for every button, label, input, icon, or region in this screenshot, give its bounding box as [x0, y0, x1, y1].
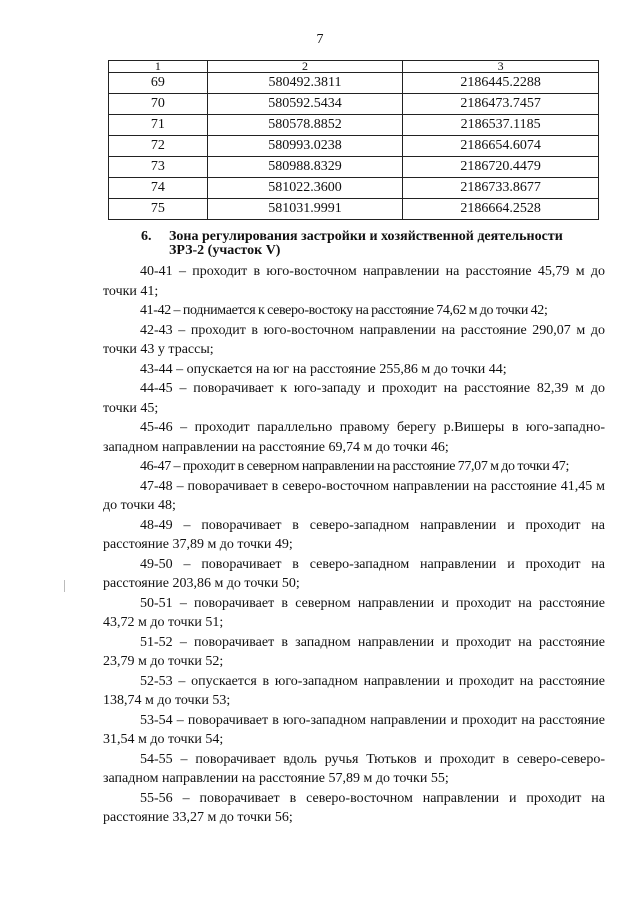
section-subtitle: ЗРЗ-2 (участок V) — [169, 243, 281, 258]
table-row — [109, 178, 599, 199]
boundary-paragraph: 41-42 – поднимается к северо-востоку на расстояние 74,62 м до точки 42; — [140, 303, 548, 318]
boundary-description — [103, 262, 605, 828]
boundary-paragraph: 54-55 – поворачивает вдоль ручья Тютьков и проходит в северо-северо-западном направлении на расстояние 57,89 м до точки 55; — [103, 751, 605, 786]
boundary-paragraph: 47-48 – поворачивает в северо-восточном направлении на расстояние 41,45 м до точки 48; — [103, 478, 605, 513]
x-coordinate-cell: 580492.3811 — [207, 73, 403, 94]
x-coordinate-cell: 580993.0238 — [207, 136, 403, 157]
boundary-paragraph: 55-56 – поворачивает в северо-восточном направлении и проходит на расстояние 33,27 м до точки 56; — [103, 790, 605, 825]
boundary-paragraph: 40-41 – проходит в юго-восточном направлении на расстояние 45,79 м до точки 41; — [103, 264, 605, 299]
section-heading — [141, 230, 601, 258]
x-coordinate-cell: 580578.8852 — [207, 115, 403, 136]
y-coordinate-cell: 2186473.7457 — [403, 94, 599, 115]
point-number-cell: 73 — [109, 157, 208, 178]
boundary-paragraph: 53-54 – поворачивает в юго-западном направлении и проходит на расстояние 31,54 м до точки 54; — [103, 712, 605, 747]
y-coordinate-cell: 2186445.2288 — [403, 73, 599, 94]
table-row — [109, 94, 599, 115]
boundary-paragraph: 42-43 – проходит в юго-восточном направлении на расстояние 290,07 м до точки 43 у трассы; — [103, 322, 605, 357]
table-row — [109, 115, 599, 136]
y-coordinate-cell: 2186720.4479 — [403, 157, 599, 178]
point-number-cell: 71 — [109, 115, 208, 136]
boundary-paragraph: 50-51 – поворачивает в северном направлении и проходит на расстояние 43,72 м до точки 51; — [103, 595, 605, 630]
table-row — [109, 136, 599, 157]
section-number: 6. — [141, 229, 152, 244]
boundary-paragraph: 45-46 – проходит параллельно правому берегу р.Вишеры в юго-западно-западном направлении на расстояние 69,74 м до точки 46; — [103, 420, 605, 455]
column-header: 1 — [109, 61, 208, 73]
y-coordinate-cell: 2186654.6074 — [403, 136, 599, 157]
boundary-paragraph: 44-45 – поворачивает к юго-западу и проходит на расстояние 82,39 м до точки 45; — [103, 381, 605, 416]
y-coordinate-cell: 2186664.2528 — [403, 199, 599, 220]
table-row — [109, 73, 599, 94]
section-title: Зона регулирования застройки и хозяйственной деятельности — [169, 229, 563, 244]
coordinates-table — [108, 60, 599, 220]
y-coordinate-cell: 2186733.8677 — [403, 178, 599, 199]
boundary-paragraph: 52-53 – опускается в юго-западном направлении и проходит на расстояние 138,74 м до точки 53; — [103, 673, 605, 708]
x-coordinate-cell: 581022.3600 — [207, 178, 403, 199]
table-header-row — [109, 61, 599, 73]
column-header: 3 — [403, 61, 599, 73]
scan-mark — [64, 580, 65, 592]
y-coordinate-cell: 2186537.1185 — [403, 115, 599, 136]
table-row — [109, 157, 599, 178]
column-header: 2 — [207, 61, 403, 73]
point-number-cell: 75 — [109, 199, 208, 220]
table-row — [109, 199, 599, 220]
page-number: 7 — [316, 32, 324, 47]
boundary-paragraph: 43-44 – опускается на юг на расстояние 255,86 м до точки 44; — [140, 361, 507, 377]
point-number-cell: 72 — [109, 136, 208, 157]
point-number-cell: 70 — [109, 94, 208, 115]
x-coordinate-cell: 581031.9991 — [207, 199, 403, 220]
boundary-paragraph: 46-47 – проходит в северном направлении на расстояние 77,07 м до точки 47; — [140, 459, 570, 474]
point-number-cell: 74 — [109, 178, 208, 199]
boundary-paragraph: 48-49 – поворачивает в северо-западном направлении и проходит на расстояние 37,89 м до точки 49; — [103, 517, 605, 552]
x-coordinate-cell: 580592.5434 — [207, 94, 403, 115]
point-number-cell: 69 — [109, 73, 208, 94]
boundary-paragraph: 51-52 – поворачивает в западном направлении и проходит на расстояние 23,79 м до точки 52; — [103, 634, 605, 669]
x-coordinate-cell: 580988.8329 — [207, 157, 403, 178]
boundary-paragraph: 49-50 – поворачивает в северо-западном направлении и проходит на расстояние 203,86 м до точки 50; — [103, 556, 605, 591]
